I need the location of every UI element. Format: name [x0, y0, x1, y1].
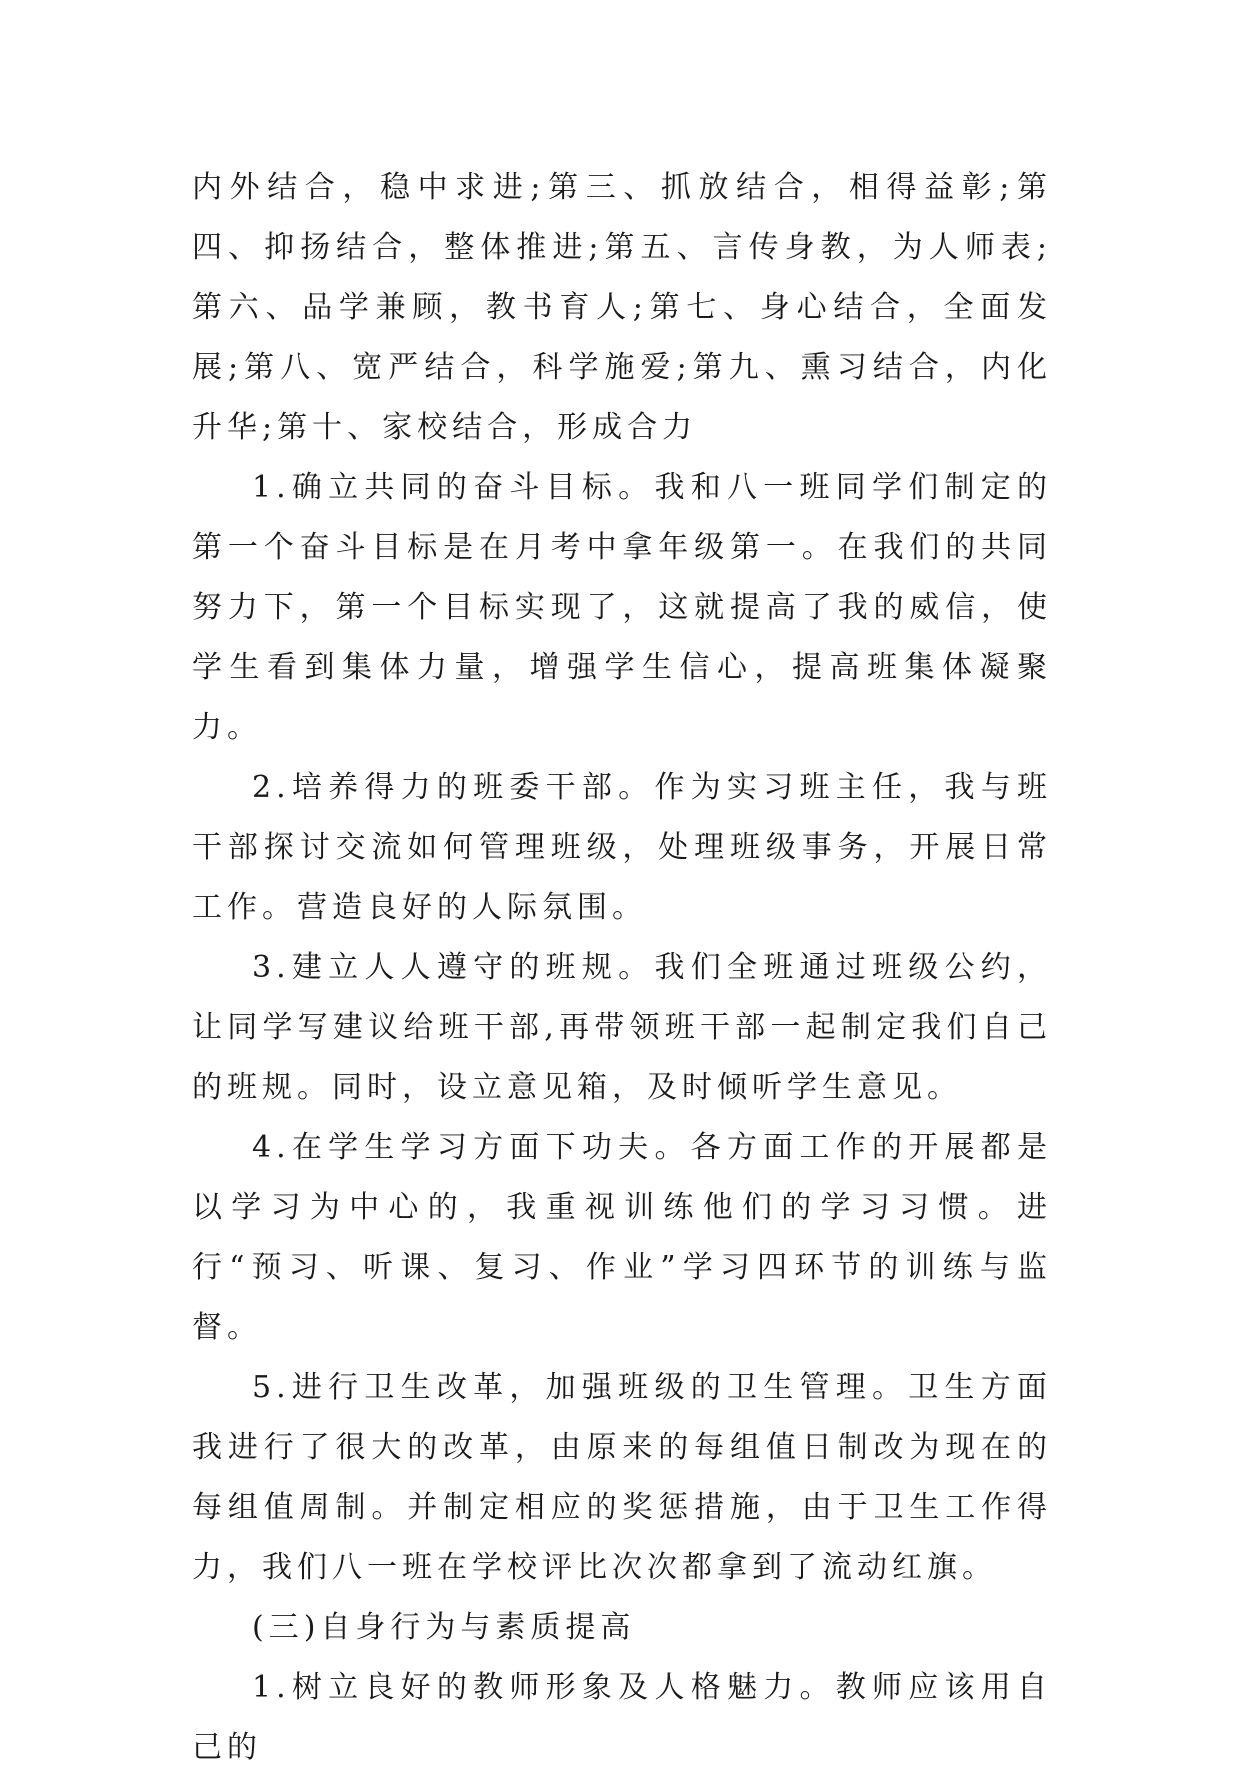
section-heading-self-improvement: (三)自身行为与素质提高 — [252, 1610, 636, 1645]
paragraph-item-3-rules: 3.建立人人遵守的班规。我们全班通过班级公约，让同学写建议给班干部,再带领班干部一起制定我们自己的班规。同时，设立意见箱，及时倾听学生意见。 — [192, 950, 1052, 1105]
paragraph-item-2-committee: 2.培养得力的班委干部。作为实习班主任，我与班干部探讨交流如何管理班级，处理班级事务，开展日常工作。营造良好的人际氛围。 — [192, 770, 1052, 925]
paragraph-continuation: 内外结合，稳中求进;第三、抓放结合，相得益彰;第四、抑扬结合，整体推进;第五、言传身教，为人师表;第六、品学兼顾，教书育人;第七、身心结合，全面发展;第八、宽严结合，科学施爱;第九、熏习结合，内化升华;第十、家校结合，形成合力 — [192, 170, 1052, 445]
document-body — [192, 158, 1052, 1778]
paragraph-item-1-teacher-image: 1.树立良好的教师形象及人格魅力。教师应该用自己的 — [192, 1670, 1052, 1765]
paragraph-item-1-goal: 1.确立共同的奋斗目标。我和八一班同学们制定的第一个奋斗目标是在月考中拿年级第一。在我们的共同努力下，第一个目标实现了，这就提高了我的威信，使学生看到集体力量，增强学生信心，提高班集体凝聚力。 — [192, 470, 1052, 745]
paragraph-item-5-hygiene: 5.进行卫生改革，加强班级的卫生管理。卫生方面我进行了很大的改革，由原来的每组值日制改为现在的每组值周制。并制定相应的奖惩措施，由于卫生工作得力，我们八一班在学校评比次次都拿到了流动红旗。 — [192, 1370, 1052, 1585]
paragraph-item-4-study: 4.在学生学习方面下功夫。各方面工作的开展都是以学习为中心的，我重视训练他们的学习习惯。进行“预习、听课、复习、作业”学习四环节的训练与监督。 — [192, 1130, 1052, 1345]
